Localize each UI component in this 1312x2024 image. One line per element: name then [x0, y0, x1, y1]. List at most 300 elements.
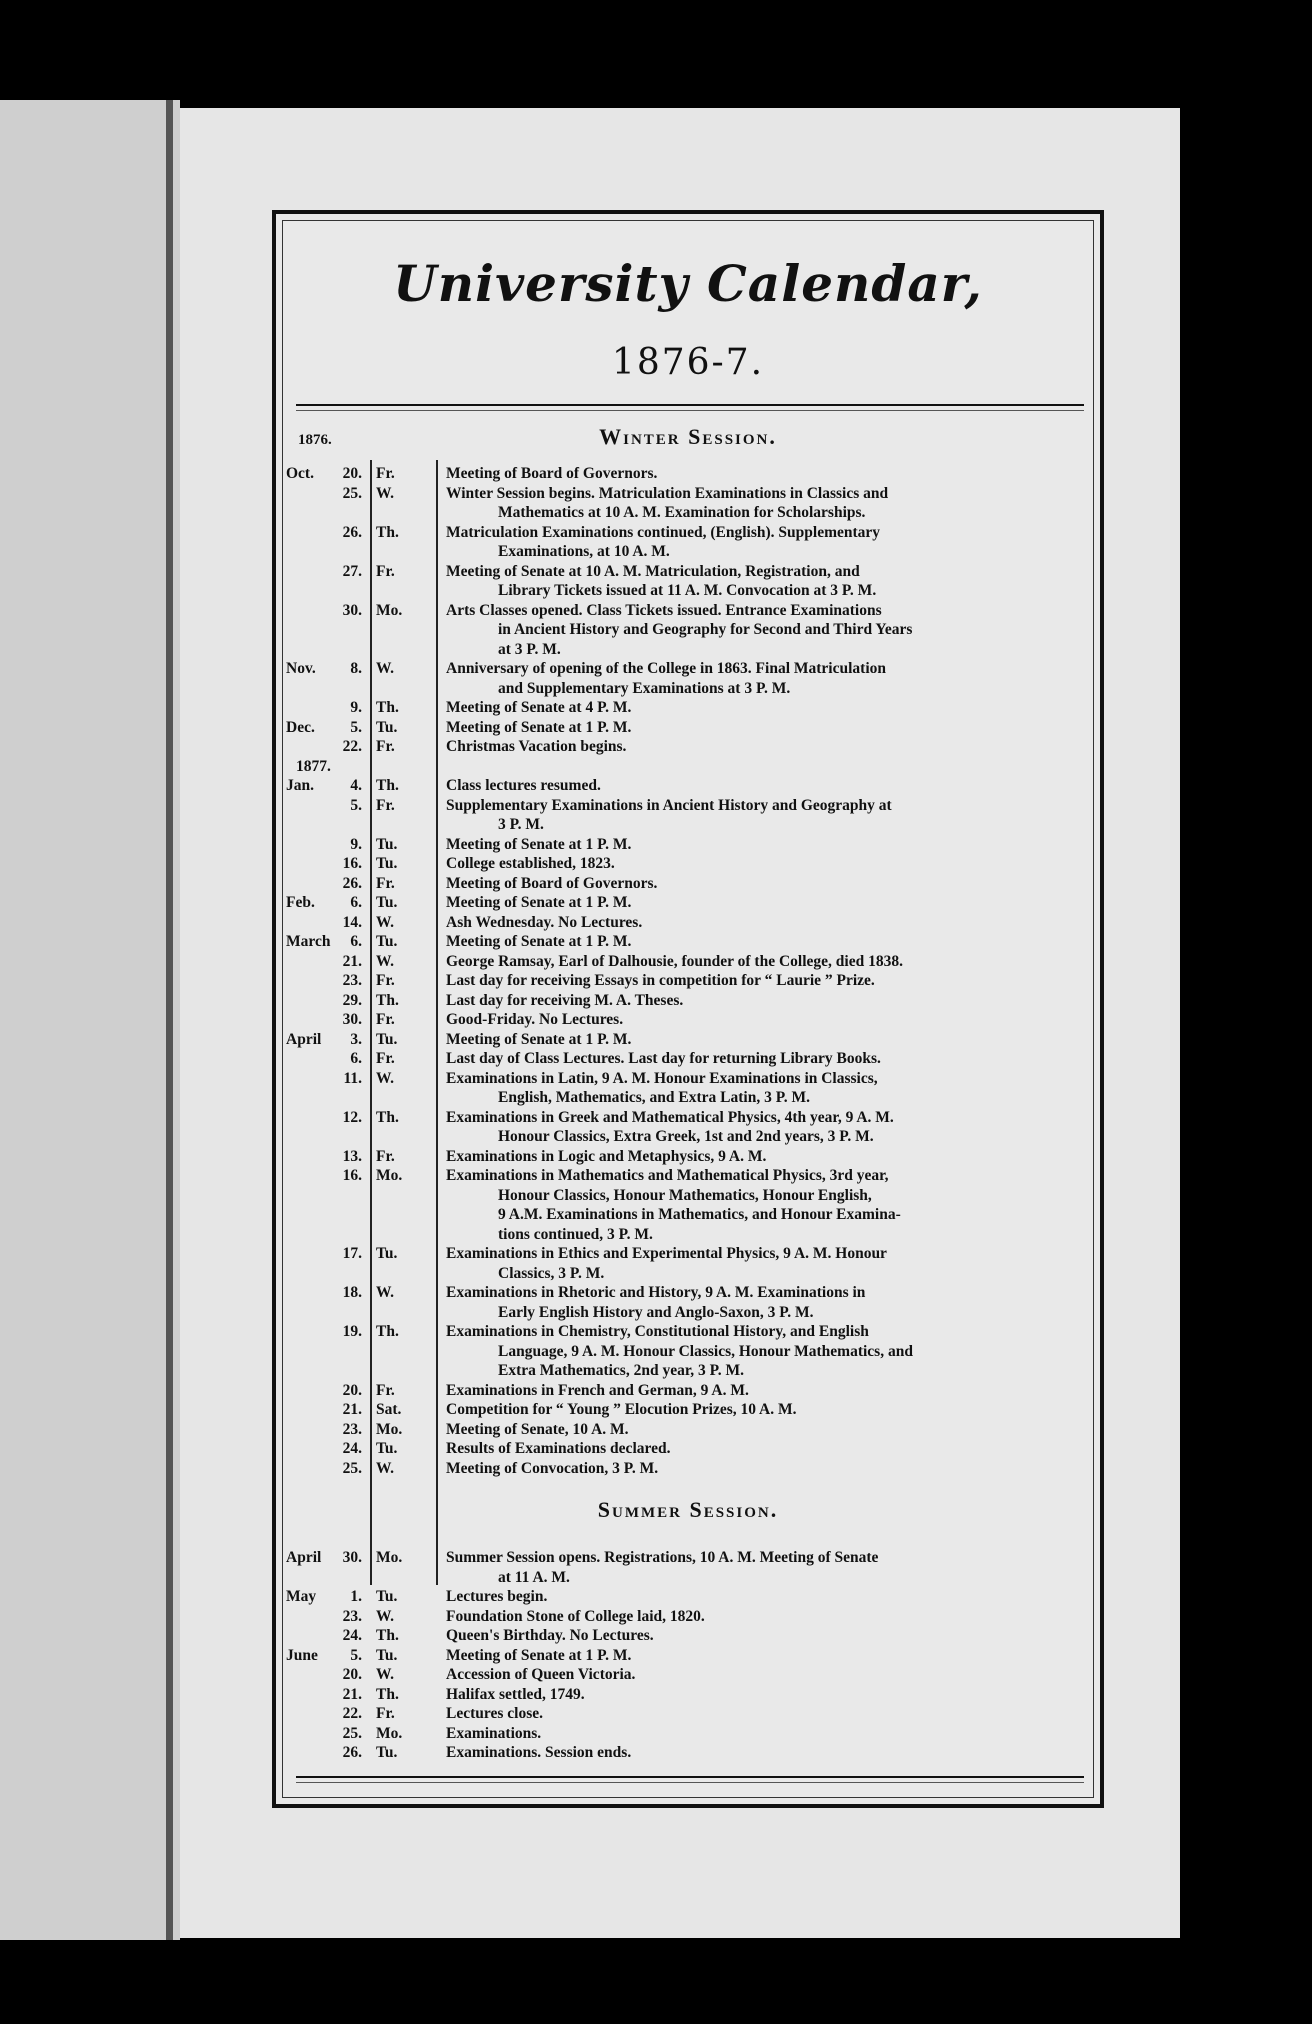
entry-day: 24. [342, 1440, 362, 1457]
entry-day: 16. [342, 1167, 362, 1184]
entry-event-line: Meeting of Senate at 1 P. M. [446, 1646, 632, 1664]
calendar-entry [276, 796, 1100, 835]
entry-month [276, 1010, 320, 1030]
entry-weekday: Th. [376, 777, 399, 794]
entry-month: Dec. [286, 718, 315, 736]
entry-event [436, 1069, 1046, 1108]
title-rule [296, 404, 1084, 406]
calendar-entry [276, 1626, 1100, 1646]
entry-day: 29. [342, 991, 362, 1009]
entry-weekday: Tu. [376, 1646, 398, 1664]
entry-day: 13. [342, 1147, 362, 1165]
entry-event-line: Good-Friday. No Lectures. [446, 1011, 624, 1028]
entry-event-line: Examinations, at 10 A. M. [498, 543, 670, 560]
entry-weekday: Fr. [376, 562, 395, 580]
entry-month: April [286, 1030, 322, 1048]
entry-weekday: W. [376, 660, 394, 677]
entry-weekday: W. [376, 484, 394, 502]
entry-event-line: Meeting of Board of Governors. [446, 874, 658, 892]
entry-event [436, 835, 1046, 855]
entry-day: 30. [342, 601, 362, 619]
calendar-entry [276, 952, 1100, 972]
entry-event [436, 1646, 1046, 1666]
calendar-entry [276, 523, 1100, 562]
entry-event-line: Competition for “ Young ” Elocution Prizes, 10 A. M. [446, 1401, 797, 1418]
entry-event-line: Meeting of Senate at 1 P. M. [446, 718, 632, 736]
entry-event [436, 464, 1046, 484]
entry-month [276, 952, 320, 972]
entry-event [436, 913, 1046, 933]
entry-weekday: Tu. [376, 933, 398, 950]
entry-month [276, 1400, 320, 1420]
entry-month [276, 1244, 320, 1283]
entry-event-line: Examinations in Greek and Mathematical Physics, 4th year, 9 A. M. [446, 1108, 894, 1126]
entry-weekday: Tu. [376, 855, 398, 872]
entry-month [276, 1381, 320, 1401]
entry-day: 26. [342, 1744, 362, 1761]
calendar-entry [276, 1724, 1100, 1744]
entry-month [276, 835, 320, 855]
entry-weekday: Th. [376, 1627, 399, 1644]
entry-weekday: W. [376, 1459, 394, 1477]
entry-event-line: Examinations in Latin, 9 A. M. Honour Examinations in Classics, [446, 1069, 878, 1087]
entry-event [436, 1400, 1046, 1420]
entry-day: 26. [342, 874, 362, 892]
entry-month [276, 484, 320, 523]
entry-day: 4. [350, 777, 362, 794]
calendar-entry [276, 1685, 1100, 1705]
bottom-rule [296, 1776, 1084, 1778]
entry-event-line: Last day of Class Lectures. Last day for returning Library Books. [446, 1050, 881, 1067]
entry-event-line: Meeting of Senate at 4 P. M. [446, 699, 632, 716]
entry-event-line: Examinations. Session ends. [446, 1744, 632, 1761]
entry-event [436, 893, 1046, 913]
calendar-entry [276, 1010, 1100, 1030]
entry-weekday: Fr. [376, 796, 395, 814]
entry-event [436, 601, 1046, 660]
entry-day: 8. [350, 660, 362, 677]
entry-weekday: Fr. [376, 1381, 395, 1399]
entry-weekday: W. [376, 1666, 394, 1683]
entry-weekday: Fr. [376, 1011, 395, 1028]
entry-event-line: Meeting of Senate, 10 A. M. [446, 1420, 629, 1438]
entry-day: 9. [350, 699, 362, 716]
entry-day: 20. [342, 465, 362, 482]
entry-event-line: Extra Mathematics, 2nd year, 3 P. M. [498, 1362, 744, 1379]
entry-weekday: W. [376, 952, 394, 970]
entry-event-line: Early English History and Anglo-Saxon, 3 P. M. [498, 1303, 814, 1321]
entry-event-line: Anniversary of opening of the College in 1863. Final Matriculation [446, 660, 887, 677]
entry-day: 5. [350, 796, 362, 814]
entry-weekday: Tu. [376, 1588, 398, 1605]
entry-weekday: Th. [376, 523, 399, 541]
entry-event-line: at 3 P. M. [498, 640, 561, 658]
entry-event [436, 1283, 1046, 1322]
entry-event-line: Mathematics at 10 A. M. Examination for Scholarships. [498, 504, 866, 521]
entry-month [276, 698, 320, 718]
entry-event-line: Examinations. [446, 1724, 542, 1742]
entry-day: 22. [342, 738, 362, 755]
entry-event-line: Meeting of Senate at 1 P. M. [446, 835, 632, 853]
entry-event-line: in Ancient History and Geography for Second and Third Years [498, 621, 913, 638]
calendar-entry [276, 737, 1100, 757]
calendar-entry [276, 1283, 1100, 1322]
entry-month [276, 1069, 320, 1108]
entry-weekday: Tu. [376, 718, 398, 736]
calendar-frame [272, 210, 1104, 1808]
entry-day: 23. [342, 972, 362, 989]
entry-event-line: Honour Classics, Honour Mathematics, Honour English, [498, 1186, 872, 1204]
entry-event [436, 854, 1046, 874]
page-title: University Calendar, [393, 254, 983, 313]
calendar-entry [276, 1665, 1100, 1685]
entry-weekday: Tu. [376, 1440, 398, 1457]
entry-event [436, 484, 1046, 523]
entry-month [276, 1607, 320, 1627]
entry-month [276, 1626, 320, 1646]
calendar-entry [276, 1646, 1100, 1666]
entry-event [436, 1665, 1046, 1685]
calendar-entry [276, 1030, 1100, 1050]
entry-event-line: College established, 1823. [446, 855, 615, 872]
entry-event [436, 1108, 1046, 1147]
entry-day: 5. [350, 1646, 362, 1664]
entry-month: Nov. [286, 660, 316, 677]
entry-day: 20. [342, 1381, 362, 1399]
entry-event-line: Arts Classes opened. Class Tickets issued. Entrance Examinations [446, 601, 882, 619]
entry-event-line: Examinations in Rhetoric and History, 9 A. M. Examinations in [446, 1284, 866, 1301]
entry-month [276, 1439, 320, 1459]
entry-weekday: Sat. [376, 1401, 402, 1418]
entry-event-line: Supplementary Examinations in Ancient History and Geography at [446, 796, 892, 814]
calendar-entry [276, 932, 1100, 952]
entry-weekday: Mo. [376, 1167, 403, 1184]
entry-month [276, 1685, 320, 1705]
calendar-entry [276, 1548, 1100, 1587]
entry-day: 17. [342, 1245, 362, 1262]
entry-event-line: Meeting of Senate at 1 P. M. [446, 1030, 632, 1048]
entry-day: 22. [342, 1705, 362, 1722]
entry-event-line: Last day for receiving Essays in competition for “ Laurie ” Prize. [446, 972, 875, 989]
entry-event-line: Class lectures resumed. [446, 777, 601, 794]
entry-day: 14. [342, 913, 362, 931]
entry-event [436, 1724, 1046, 1744]
winter-session-heading: Winter Session. [599, 424, 777, 449]
entry-weekday: Fr. [376, 972, 395, 989]
entry-day: 26. [342, 523, 362, 541]
entry-weekday: Tu. [376, 1245, 398, 1262]
entry-month: May [286, 1588, 317, 1605]
entry-event-line: Meeting of Senate at 1 P. M. [446, 894, 632, 911]
entry-event [436, 523, 1046, 562]
entry-month [276, 737, 320, 757]
entry-weekday: Mo. [376, 601, 403, 619]
entry-event [436, 932, 1046, 952]
entry-event [436, 562, 1046, 601]
entry-event-line: Halifax settled, 1749. [446, 1685, 585, 1703]
entry-weekday: W. [376, 913, 394, 931]
entry-month [276, 1108, 320, 1147]
entry-day: 21. [342, 1401, 362, 1418]
entry-event-line: Christmas Vacation begins. [446, 738, 627, 755]
entry-day: 20. [342, 1666, 362, 1683]
entry-event-line: Meeting of Senate at 10 A. M. Matriculation, Registration, and [446, 562, 860, 580]
entry-day: 18. [342, 1284, 362, 1301]
calendar-entry [276, 659, 1100, 698]
entry-event-line: tions continued, 3 P. M. [498, 1225, 653, 1243]
entry-event [436, 1244, 1046, 1283]
entry-event-line: Queen's Birthday. No Lectures. [446, 1627, 654, 1644]
summer-session-heading: Summer Session. [597, 1497, 779, 1522]
entry-weekday: Tu. [376, 1030, 398, 1048]
entry-event [436, 1049, 1046, 1069]
entry-event [436, 874, 1046, 894]
entry-weekday: Th. [376, 1108, 399, 1126]
entry-day: 30. [342, 1011, 362, 1028]
entry-event-line: Examinations in French and German, 9 A. M. [446, 1381, 749, 1399]
entry-event-line: Library Tickets issued at 11 A. M. Convocation at 3 P. M. [498, 582, 877, 599]
entry-event-line: Classics, 3 P. M. [498, 1264, 605, 1282]
calendar-entry [276, 991, 1100, 1011]
entry-month [276, 1166, 320, 1244]
calendar-year: 1876-7. [611, 342, 765, 383]
entry-weekday: W. [376, 1284, 394, 1301]
entry-weekday: Mo. [376, 1724, 403, 1742]
calendar-entry [276, 484, 1100, 523]
calendar-entry [276, 1069, 1100, 1108]
calendar-entry [276, 854, 1100, 874]
entry-weekday: Fr. [376, 1050, 395, 1067]
entry-day: 30. [342, 1549, 362, 1566]
entry-month [276, 601, 320, 660]
entry-month [276, 1743, 320, 1763]
entry-month [276, 854, 320, 874]
entry-event-line: Summer Session opens. Registrations, 10 A. M. Meeting of Senate [446, 1549, 879, 1566]
entry-day: 16. [342, 855, 362, 872]
entry-month: Jan. [286, 777, 314, 794]
entry-event-line: Honour Classics, Extra Greek, 1st and 2nd years, 3 P. M. [498, 1128, 874, 1145]
page-gutter-line [166, 100, 173, 1940]
entry-event-line: Accession of Queen Victoria. [446, 1666, 636, 1683]
calendar-entry [276, 971, 1100, 991]
entry-month [276, 991, 320, 1011]
entry-weekday: Fr. [376, 874, 395, 892]
entry-month [276, 1283, 320, 1322]
entry-month [276, 1665, 320, 1685]
calendar-entry [276, 1587, 1100, 1607]
entry-event-line: Examinations in Chemistry, Constitutional History, and English [446, 1323, 869, 1340]
entry-event [436, 1030, 1046, 1050]
entry-event-line: at 11 A. M. [498, 1568, 570, 1586]
entry-event-line: Winter Session begins. Matriculation Examinations in Classics and [446, 484, 889, 502]
entry-weekday: Fr. [376, 738, 395, 755]
entry-day: 6. [350, 894, 362, 911]
entry-event [436, 737, 1046, 757]
entry-event [436, 1704, 1046, 1724]
entry-weekday: Th. [376, 991, 399, 1009]
entry-event-line: Foundation Stone of College laid, 1820. [446, 1607, 705, 1625]
entry-event-line: English, Mathematics, and Extra Latin, 3 P. M. [498, 1089, 811, 1106]
winter-session-list [276, 464, 1100, 1478]
entry-day: 6. [350, 1050, 362, 1067]
entry-weekday: Th. [376, 699, 399, 716]
entry-event-line: George Ramsay, Earl of Dalhousie, founder of the College, died 1838. [446, 952, 903, 970]
entry-day: 12. [342, 1108, 362, 1126]
entry-day: 5. [350, 718, 362, 736]
calendar-entry [276, 1147, 1100, 1167]
entry-event-line: and Supplementary Examinations at 3 P. M. [498, 679, 791, 697]
calendar-entry [276, 913, 1100, 933]
calendar-entry [276, 776, 1100, 796]
entry-event [436, 1626, 1046, 1646]
calendar-entry [276, 562, 1100, 601]
entry-weekday: Tu. [376, 1744, 398, 1761]
calendar-entry [276, 1607, 1100, 1627]
entry-weekday: W. [376, 1607, 394, 1625]
entry-event-line: Ash Wednesday. No Lectures. [446, 913, 643, 931]
entry-day: 21. [342, 1685, 362, 1703]
entry-event-line: Examinations in Mathematics and Mathematical Physics, 3rd year, [446, 1167, 889, 1184]
entry-event [436, 1685, 1046, 1705]
entry-event [436, 1587, 1046, 1607]
entry-day: 25. [342, 1459, 362, 1477]
entry-event-line: 9 A.M. Examinations in Mathematics, and Honour Examina- [498, 1206, 901, 1223]
title-rule-thin [296, 410, 1084, 411]
entry-event-line: Lectures begin. [446, 1588, 548, 1605]
entry-weekday: W. [376, 1069, 394, 1087]
entry-event [436, 1010, 1046, 1030]
entry-month [276, 523, 320, 562]
entry-event [436, 1147, 1046, 1167]
entry-event-line: Language, 9 A. M. Honour Classics, Honour Mathematics, and [498, 1342, 913, 1360]
entry-weekday: Mo. [376, 1549, 403, 1566]
entry-month [276, 1420, 320, 1440]
entry-day: 24. [342, 1627, 362, 1644]
entry-day: 11. [343, 1069, 362, 1087]
entry-event [436, 776, 1046, 796]
entry-month: March [286, 933, 331, 950]
entry-month [276, 971, 320, 991]
calendar-entry [276, 1459, 1100, 1479]
entry-day: 21. [342, 952, 362, 970]
calendar-entry [276, 698, 1100, 718]
entry-event [436, 971, 1046, 991]
entry-event-line: 3 P. M. [498, 816, 544, 833]
entry-event [436, 1439, 1046, 1459]
entry-month [276, 1459, 320, 1479]
entry-event [436, 1459, 1046, 1479]
entry-weekday: Fr. [376, 1147, 395, 1165]
calendar-entry [276, 1322, 1100, 1381]
calendar-entry [276, 835, 1100, 855]
entry-month: April [286, 1549, 322, 1566]
entry-event [436, 991, 1046, 1011]
bottom-rule-thin [296, 1782, 1084, 1783]
adjacent-page-strip [0, 100, 180, 1940]
calendar-entry [276, 1108, 1100, 1147]
calendar-entry [276, 718, 1100, 738]
entry-event [436, 1420, 1046, 1440]
entry-weekday: Fr. [376, 1705, 395, 1722]
entry-event [436, 952, 1046, 972]
summer-session-list [276, 1548, 1100, 1763]
entry-day: 1. [350, 1588, 362, 1605]
calendar-entry [276, 464, 1100, 484]
entry-event [436, 1607, 1046, 1627]
calendar-entry [276, 1400, 1100, 1420]
entry-day: 9. [350, 835, 362, 853]
entry-weekday: Fr. [376, 465, 395, 482]
entry-month [276, 1724, 320, 1744]
entry-event [436, 698, 1046, 718]
entry-weekday: Tu. [376, 835, 398, 853]
entry-month [276, 874, 320, 894]
calendar-entry [276, 1743, 1100, 1763]
calendar-entry [276, 1166, 1100, 1244]
year-subheading-row [276, 757, 1100, 777]
entry-month [276, 1322, 320, 1381]
entry-day: 25. [342, 1724, 362, 1742]
calendar-entry [276, 1420, 1100, 1440]
entry-event-line: Results of Examinations declared. [446, 1440, 671, 1457]
entry-day: 23. [342, 1420, 362, 1438]
entry-weekday: Tu. [376, 894, 398, 911]
entry-day: 6. [350, 933, 362, 950]
calendar-entry [276, 1049, 1100, 1069]
entry-event-line: Meeting of Convocation, 3 P. M. [446, 1459, 659, 1477]
year-subheading: 1877. [296, 757, 331, 775]
calendar-entry [276, 1381, 1100, 1401]
winter-header [276, 424, 1100, 454]
entry-event-line: Meeting of Senate at 1 P. M. [446, 933, 632, 950]
entry-event [436, 1548, 1046, 1587]
entry-event [436, 659, 1046, 698]
entry-month [276, 1049, 320, 1069]
calendar-entry [276, 601, 1100, 660]
calendar-entry [276, 893, 1100, 913]
entry-day: 25. [342, 484, 362, 502]
entry-month [276, 1704, 320, 1724]
entry-event-line: Meeting of Board of Governors. [446, 465, 658, 482]
entry-event [436, 796, 1046, 835]
entry-event [436, 1381, 1046, 1401]
winter-year-label: 1876. [298, 432, 332, 448]
calendar-entry [276, 1244, 1100, 1283]
entry-event-line: Lectures close. [446, 1705, 543, 1722]
entry-month: Feb. [286, 894, 315, 911]
entry-event-line: Examinations in Logic and Metaphysics, 9 A. M. [446, 1147, 767, 1165]
entry-day: 23. [342, 1607, 362, 1625]
entry-month [276, 1147, 320, 1167]
entry-month [276, 562, 320, 601]
calendar-entry [276, 1439, 1100, 1459]
entry-event [436, 1322, 1046, 1381]
calendar-entry [276, 874, 1100, 894]
entry-event-line: Matriculation Examinations continued, (English). Supplementary [446, 523, 881, 541]
entry-weekday: Th. [376, 1685, 399, 1703]
entry-event [436, 1743, 1046, 1763]
entry-weekday: Mo. [376, 1420, 403, 1438]
entry-day: 3. [350, 1030, 362, 1048]
entry-day: 27. [342, 562, 362, 580]
entry-event-line: Examinations in Ethics and Experimental Physics, 9 A. M. Honour [446, 1245, 887, 1262]
calendar-entry [276, 1704, 1100, 1724]
entry-month [276, 796, 320, 835]
entry-weekday: Th. [376, 1323, 399, 1340]
entry-month [276, 913, 320, 933]
entry-day: 19. [342, 1323, 362, 1340]
entry-month: June [286, 1646, 318, 1664]
